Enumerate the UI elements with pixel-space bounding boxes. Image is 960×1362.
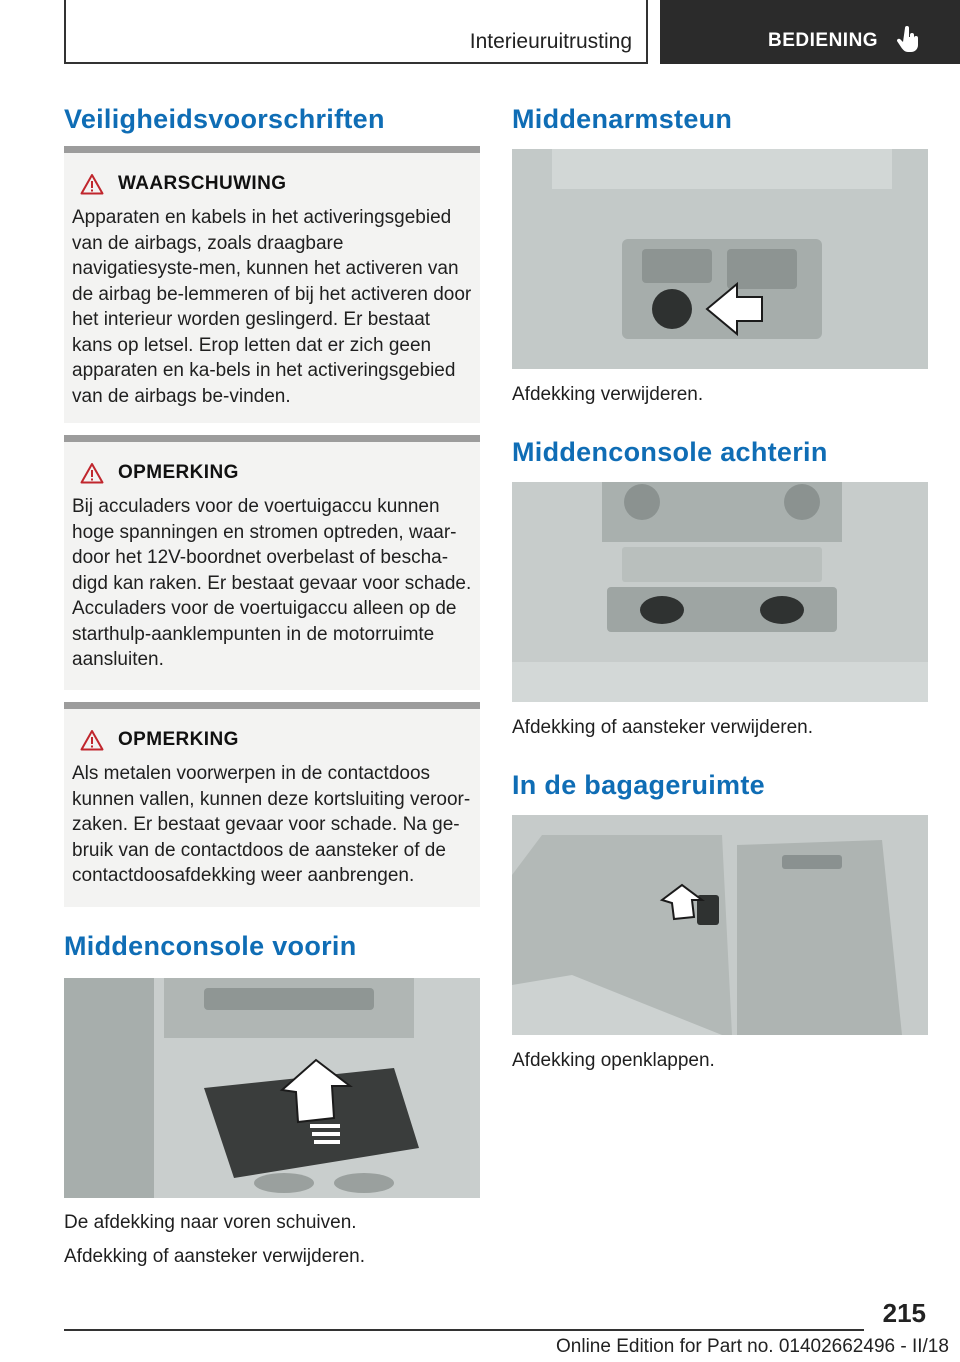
warning-label: WAARSCHUWING (118, 173, 287, 194)
page-number: 215 (882, 1298, 926, 1328)
notice-label: OPMERKING (118, 462, 239, 483)
right-column (512, 100, 928, 1073)
notice-box-charger (64, 435, 480, 690)
front-console-heading: Middenconsole voorin (64, 931, 357, 961)
front-console-caption-1: De afdekking naar voren schuiven. (64, 1212, 357, 1233)
armrest-heading: Middenarmsteun (512, 104, 733, 134)
edition-note: Online Edition for Part no. 01402662496 - II/18 (556, 1336, 949, 1357)
warning-text: Apparaten en kabels in het activeringsgebied van de airbags, zoals draagbare navigatiesyste-men, kunnen het activeren van de airbag be-lemmeren of bij het activeren door het interieur worden geslingerd. Er bestaat kans op letsel. Erop letten dat er zich geen apparaten en ka-bels in het activeringsgebied van de airbags be-vinden. (72, 207, 472, 407)
rear-console-photo (512, 482, 928, 702)
warning-triangle-icon (80, 173, 104, 195)
front-console-photo (64, 978, 480, 1198)
chapter-title: Interieuruitrusting (469, 30, 632, 53)
section-title: BEDIENING (768, 30, 879, 51)
front-console-caption-2: Afdekking of aansteker verwijderen. (64, 1246, 365, 1267)
trunk-photo (512, 815, 928, 1035)
armrest-caption: Afdekking verwijderen. (512, 384, 704, 405)
footer-divider (64, 1329, 864, 1331)
armrest-photo (512, 149, 928, 369)
header-section-tab (660, 0, 960, 64)
warning-triangle-icon (80, 462, 104, 484)
safety-heading: Veiligheidsvoorschriften (64, 104, 385, 134)
notice-text: Bij acculaders voor de voertuigaccu kunnen hoge spanningen en stromen optreden, waar-door het 12V-boordnet overbelast of bescha-digd kan raken. Er bestaat gevaar voor schade. Acculaders voor de voertuigaccu alleen op de starthulp-aanklempunten in de motorruimte aansluiten. (72, 496, 472, 670)
trunk-caption: Afdekking openklappen. (512, 1050, 715, 1071)
notice-text: Als metalen voorwerpen in de contactdoos kunnen vallen, kunnen deze kortsluiting veroor-zaken. Er bestaat gevaar voor schade. Na ge-bruik van de contactdoos de aansteker of de contactdoosafdekking weer aanbrengen. (72, 763, 471, 886)
header-chapter-box (64, 0, 648, 64)
left-column (64, 100, 480, 1269)
warning-triangle-icon (80, 729, 104, 751)
hand-pointer-icon (897, 26, 921, 54)
notice-box-socket (64, 702, 480, 907)
notice-label: OPMERKING (118, 729, 239, 750)
rear-console-caption: Afdekking of aansteker verwijderen. (512, 717, 813, 738)
rear-console-heading: Middenconsole achterin (512, 437, 828, 467)
trunk-heading: In de bagageruimte (512, 770, 765, 800)
warning-box (64, 146, 480, 423)
